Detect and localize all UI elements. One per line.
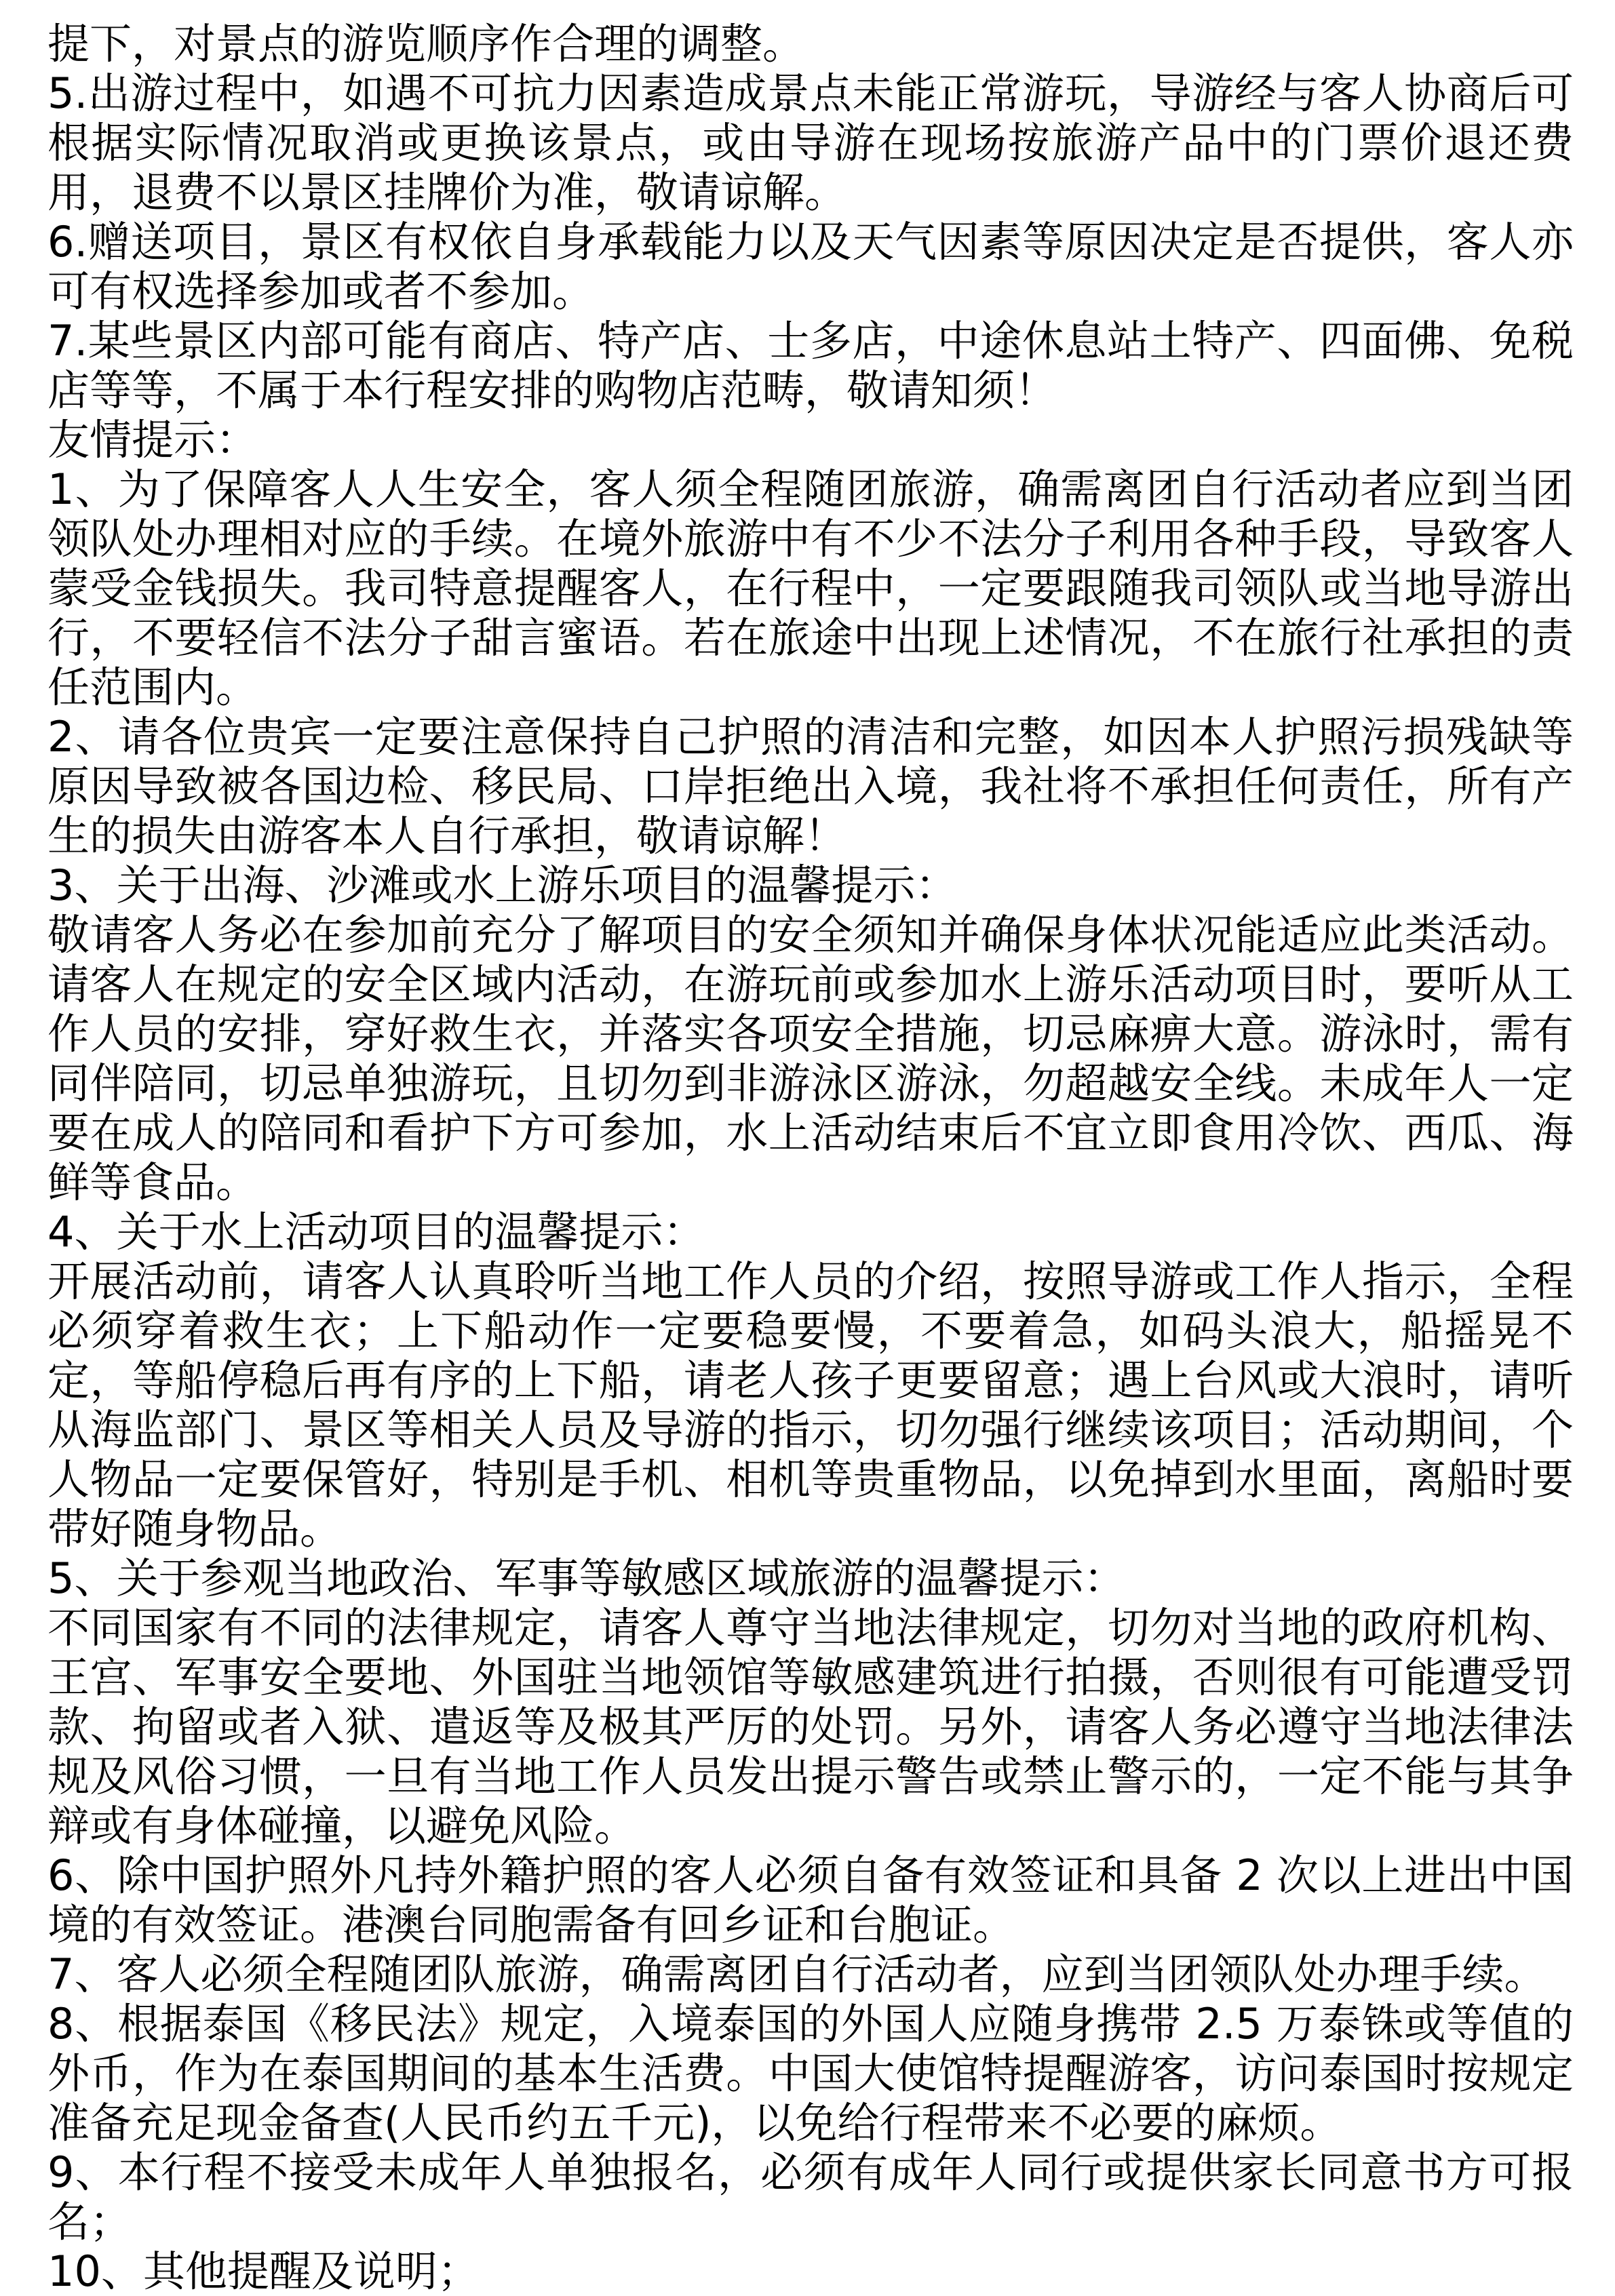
tip-3-heading-sea-beach-water: 3、关于出海、沙滩或水上游乐项目的温馨提示： xyxy=(47,860,958,910)
tip-1-personal-safety: 1、为了保障客人人生安全，客人须全程随团旅游，确需离团自行活动者应到当团领队处办理相对应的手续。在境外旅游中有不少不法分子利用各种手段，导致客人蒙受金钱损失。我司特意提醒客人，在行程中，一定要跟随我司领队或当地导游出行，不要轻信不法分子甜言蜜语。若在旅途中出现上述情况，不在旅行社承担的责任范围内。 xyxy=(47,464,1574,712)
document-page xyxy=(47,19,1574,2296)
tip-9-minors-registration: 9、本行程不接受未成年人单独报名，必须有成年人同行或提供家长同意书方可报名； xyxy=(47,2147,1574,2246)
tip-4-heading-water-activities: 4、关于水上活动项目的温馨提示： xyxy=(47,1207,705,1256)
tip-2-passport-care: 2、请各位贵宾一定要注意保持自己护照的清洁和完整，如因本人护照污损残缺等原因导致被各国边检、移民局、口岸拒绝出入境，我社将不承担任何责任，所有产生的损失由游客本人自行承担，敬请谅解！ xyxy=(47,712,1574,860)
tip-4-body: 开展活动前，请客人认真聆听当地工作人员的介绍，按照导游或工作人指示，全程必须穿着救生衣；上下船动作一定要稳要慢，不要着急，如码头浪大，船摇晃不定，等船停稳后再有序的上下船，请老人孩子更要留意；遇上台风或大浪时，请听从海监部门、景区等相关人员及导游的指示，切勿强行继续该项目；活动期间，个人物品一定要保管好，特别是手机、相机等贵重物品，以免掉到水里面，离船时要带好随身物品。 xyxy=(47,1256,1574,1553)
tip-10-other-notes: 10、其他提醒及说明； xyxy=(47,2246,480,2296)
tip-3-body: 敬请客人务必在参加前充分了解项目的安全须知并确保身体状况能适应此类活动。请客人在规定的安全区域内活动，在游玩前或参加水上游乐活动项目时，要听从工作人员的安排，穿好救生衣，并落实各项安全措施，切忌麻痹大意。游泳时，需有同伴陪同，切忌单独游玩，且切勿到非游泳区游泳，勿超越安全线。未成年人一定要在成人的陪同和看护下方可参加，水上活动结束后不宜立即食用冷饮、西瓜、海鲜等食品。 xyxy=(47,910,1574,1207)
tip-8-thailand-immigration-cash: 8、根据泰国《移民法》规定，入境泰国的外国人应随身携带 2.5 万泰铢或等值的外币，作为在泰国期间的基本生活费。中国大使馆特提醒游客，访问泰国时按规定准备充足现金备查(人民币约五千元)，以免给行程带来不必要的麻烦。 xyxy=(47,1999,1574,2147)
paragraph-complimentary-items: 6.赠送项目，景区有权依自身承载能力以及天气因素等原因决定是否提供，客人亦可有权选择参加或者不参加。 xyxy=(47,217,1574,316)
tip-5-heading-sensitive-areas: 5、关于参观当地政治、军事等敏感区域旅游的温馨提示： xyxy=(47,1553,1126,1603)
section-heading-friendly-tips: 友情提示： xyxy=(47,415,258,464)
tip-6-foreign-passport-visa: 6、除中国护照外凡持外籍护照的客人必须自备有效签证和具备 2 次以上进出中国境的有效签证。港澳台同胞需备有回乡证和台胞证。 xyxy=(47,1850,1574,1949)
tip-7-stay-with-group: 7、客人必须全程随团队旅游，确需离团自行活动者，应到当团领队处办理手续。 xyxy=(47,1949,1546,1999)
paragraph-itinerary-adjustment: 提下，对景点的游览顺序作合理的调整。 xyxy=(47,19,805,68)
paragraph-scenic-shops: 7.某些景区内部可能有商店、特产店、士多店，中途休息站土特产、四面佛、免税店等等，不属于本行程安排的购物店范畴，敬请知须！ xyxy=(47,316,1574,415)
paragraph-force-majeure: 5.出游过程中，如遇不可抗力因素造成景点未能正常游玩，导游经与客人协商后可根据实际情况取消或更换该景点，或由导游在现场按旅游产品中的门票价退还费用，退费不以景区挂牌价为准，敬请谅解。 xyxy=(47,68,1574,217)
tip-5-body: 不同国家有不同的法律规定，请客人尊守当地法律规定，切勿对当地的政府机构、王宫、军事安全要地、外国驻当地领馆等敏感建筑进行拍摄，否则很有可能遭受罚款、拘留或者入狱、遣返等及极其严厉的处罚。另外，请客人务必遵守当地法律法规及风俗习惯，一旦有当地工作人员发出提示警告或禁止警示的，一定不能与其争辩或有身体碰撞，以避免风险。 xyxy=(47,1603,1574,1850)
